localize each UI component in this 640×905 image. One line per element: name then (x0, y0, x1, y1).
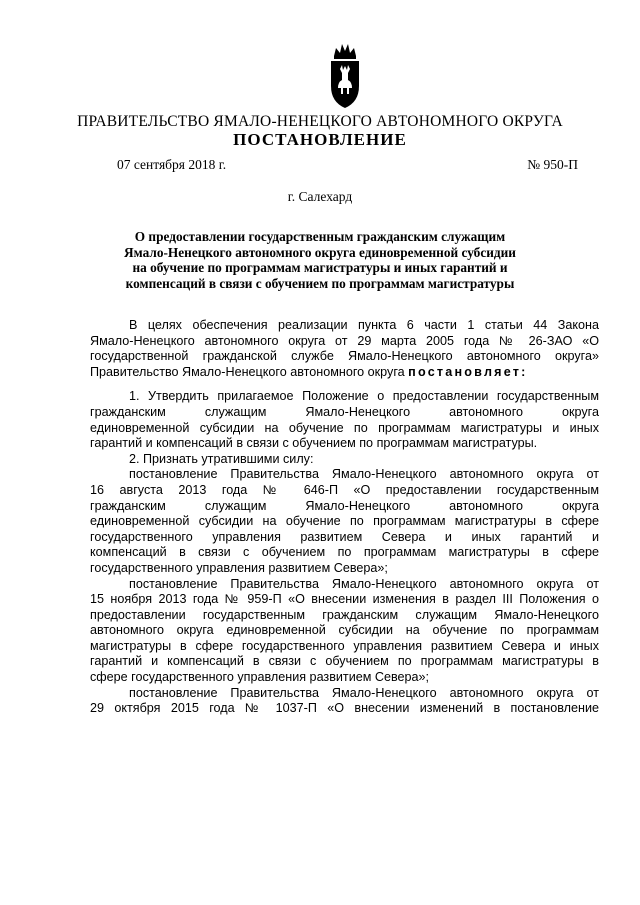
document-city: г. Салехард (287, 189, 353, 204)
body-line: государственного управления развитием Севера»; (90, 560, 388, 575)
body-line: постановление Правительства Ямало-Ненецкого автономного округа от (129, 467, 599, 482)
body-line: единовременной субсидии на обучение по программам магистратуры и иных (90, 420, 599, 435)
document-date: 07 сентября 2018 г. (117, 157, 227, 172)
resolves-word: постановляет: (408, 364, 528, 379)
body-line: 15 ноября 2013 года № 959-П «О внесении изменения в раздел III Положения о (90, 592, 599, 607)
body-line: государственной гражданской службе Ямало-Ненецкого автономного округа» (90, 349, 599, 364)
body-line: гарантий и компенсаций в связи с обучением по программам магистратуры в (90, 654, 599, 669)
body-line: 16 августа 2013 года № 646-П «О предоставлении государственным (90, 482, 599, 497)
body-line: гражданским служащим Ямало-Ненецкого автономного округа (90, 498, 599, 513)
repealed-act-1 (90, 467, 599, 576)
body-line: 29 октября 2015 года № 1037-П «О внесении изменений в постановление (90, 701, 599, 716)
body-line: сфере государственного управления развитием Севера»; (90, 670, 430, 685)
body-line: гарантий и компенсаций в связи с обучением по программам магистратуры. (90, 436, 538, 451)
preamble (90, 318, 599, 380)
body-line: постановление Правительства Ямало-Ненецкого автономного округа от (129, 685, 599, 700)
body-line: В целях обеспечения реализации пункта 6 части 1 статьи 44 Закона (129, 318, 599, 332)
body-line: единовременной субсидии на обучение по программам магистратуры в сфере (90, 514, 599, 529)
body-line: компенсаций в связи с обучением по программам магистратуры в сфере (90, 545, 599, 560)
organization-name: ПРАВИТЕЛЬСТВО ЯМАЛО-НЕНЕЦКОГО АВТОНОМНОГО ОКРУГА (77, 113, 563, 130)
title-line: на обучение по программам магистратуры и иных гарантий и (132, 260, 508, 276)
document-body (90, 318, 599, 717)
body-line: автономного округа единовременной субсидии на обучение по программам (90, 623, 599, 638)
repealed-act-2 (90, 577, 599, 686)
item-2: 2. Признать утратившими силу: (129, 451, 314, 466)
body-line: 1. Утвердить прилагаемое Положение о предоставлении государственным (129, 389, 599, 404)
repealed-act-3 (90, 686, 599, 717)
document-title (100, 229, 540, 291)
coat-of-arms-icon (327, 42, 363, 110)
body-line: магистратуры в сфере государственного управления развитием Севера и иных (90, 638, 599, 653)
item-1 (90, 389, 599, 451)
title-line: компенсаций в связи с обучением по программам магистратуры (125, 275, 515, 291)
body-line: постановление Правительства Ямало-Ненецкого автономного округа от (129, 576, 599, 591)
body-line: Ямало-Ненецкого автономного округа от 29 марта 2005 года № 26-ЗАО «О (90, 333, 599, 348)
body-line: гражданским служащим Ямало-Ненецкого автономного округа (90, 404, 599, 419)
body-line: предоставлении государственным гражданским служащим Ямало-Ненецкого (90, 607, 599, 622)
document-type: ПОСТАНОВЛЕНИЕ (233, 130, 407, 149)
title-line: О предоставлении государственным гражданским служащим (134, 229, 506, 244)
body-line: государственного управления развитием Севера и иных гарантий и (90, 529, 599, 544)
title-line: Ямало-Ненецкого автономного округа единовременной субсидии (124, 244, 516, 260)
document-number: № 950-П (527, 157, 578, 172)
preamble-subject: Правительство Ямало-Ненецкого автономного округа (90, 364, 405, 379)
body-line (90, 365, 599, 381)
